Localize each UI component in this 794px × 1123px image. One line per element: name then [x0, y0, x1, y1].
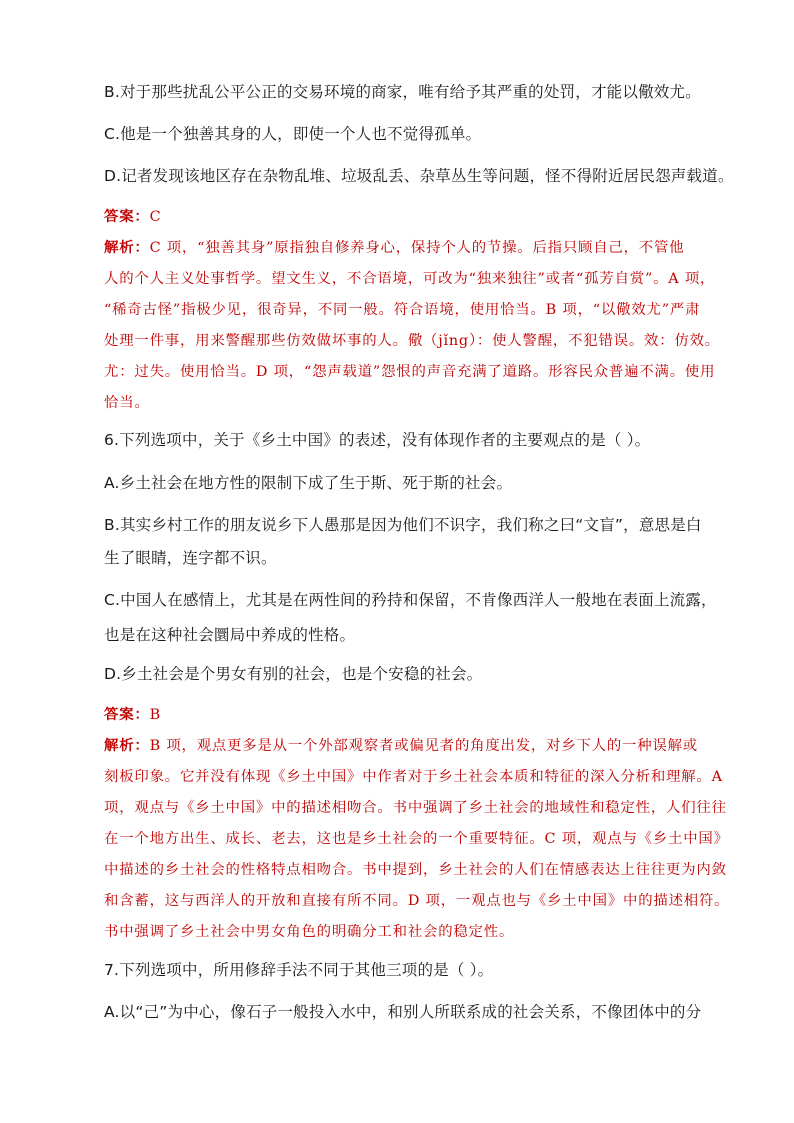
- q6-analysis-line: 在一个地方出生、成长、老去，这也是乡土社会的一个重要特征。C 项，观点与《乡土中国》: [104, 831, 729, 847]
- q5-analysis-line: “稀奇古怪”指极少见，很奇异，不同一般。符合语境，使用恰当。B 项，“以儆效尤”严肃: [104, 302, 701, 318]
- answer-label: 答案：: [104, 208, 150, 225]
- q5-analysis-line: [104, 236, 684, 257]
- q6-option-c-cont: 也是在这种社会圜局中养成的性格。: [104, 626, 356, 644]
- q6-answer: [104, 703, 161, 724]
- q7-option-a: A.以“己”为中心，像石子一般投入水中，和别人所联系成的社会关系，不像团体中的分: [104, 1003, 702, 1021]
- q5-analysis-line: 处理一件事，用来警醒那些仿效做坏事的人。儆（jǐng）：使人警醒，不犯错误。效：仿效。: [104, 333, 720, 349]
- answer-label: 答案：: [104, 706, 150, 723]
- q5-analysis-line: 恰当。: [104, 395, 150, 411]
- q5-analysis-line: 人的个人主义处事哲学。望文生义，不合语境，可改为“独来独往”或者“孤芳自赏”。A 项，: [104, 271, 716, 287]
- analysis-label: 解析：: [104, 239, 150, 256]
- answer-value: B: [149, 707, 161, 723]
- analysis-text: C 项，“独善其身”原指独自修养身心，保持个人的节操。后指只顾自己，不管他: [149, 240, 685, 256]
- q6-analysis-line: 刻板印象。它并没有体现《乡土中国》中作者对于乡土社会本质和特征的深入分析和理解。A: [104, 769, 723, 785]
- answer-value: C: [149, 209, 162, 225]
- q6-option-a: A.乡土社会在地方性的限制下成了生于斯、死于斯的社会。: [104, 474, 513, 492]
- q6-option-b: B.其实乡村工作的朋友说乡下人愚那是因为他们不识字，我们称之曰“文盲”，意思是白: [104, 516, 702, 534]
- q6-option-b-cont: 生了眼睛，连字都不识。: [104, 549, 277, 567]
- q6-analysis-line: 中描述的乡土社会的性格特点相吻合。书中提到，乡土社会的人们在情感表达上往往更为内敛: [104, 862, 727, 878]
- q6-option-d: D.乡土社会是个男女有别的社会，也是个安稳的社会。: [104, 665, 483, 683]
- analysis-text: B 项，观点更多是从一个外部观察者或偏见者的角度出发，对乡下人的一种误解或: [149, 738, 699, 754]
- q5-answer: [104, 205, 161, 226]
- q6-analysis-line: 项，观点与《乡土中国》中的描述相吻合。书中强调了乡土社会的地域性和稳定性，人们往往: [104, 800, 727, 816]
- analysis-label: 解析：: [104, 737, 150, 754]
- q6-analysis-line: 书中强调了乡土社会中男女角色的明确分工和社会的稳定性。: [104, 924, 515, 940]
- q7-question: 7.下列选项中，所用修辞手法不同于其他三项的是（ ）。: [104, 961, 494, 979]
- q5-option-d: D.记者发现该地区存在杂物乱堆、垃圾乱丢、杂草丛生等问题，怪不得附近居民怨声载道。: [104, 167, 734, 185]
- q6-question: 6.下列选项中，关于《乡土中国》的表述，没有体现作者的主要观点的是（ ）。: [104, 431, 651, 449]
- q5-option-c: C.他是一个独善其身的人，即使一个人也不觉得孤单。: [104, 125, 482, 143]
- q6-analysis-line: 和含蓄，这与西洋人的开放和直接有所不同。D 项，一观点也与《乡土中国》中的描述相符。: [104, 893, 730, 909]
- q6-analysis-line: [104, 734, 698, 755]
- q6-option-c: C.中国人在感情上，尤其是在两性间的矜持和保留，不肯像西洋人一般地在表面上流露，: [104, 591, 717, 609]
- q5-option-b: B.对于那些扰乱公平公正的交易环境的商家，唯有给予其严重的处罚，才能以儆效尤。: [104, 83, 701, 101]
- q5-analysis-line: 尤：过失。使用恰当。D 项，“怨声载道”怨恨的声音充满了道路。形容民众普遍不满。使用: [104, 364, 716, 380]
